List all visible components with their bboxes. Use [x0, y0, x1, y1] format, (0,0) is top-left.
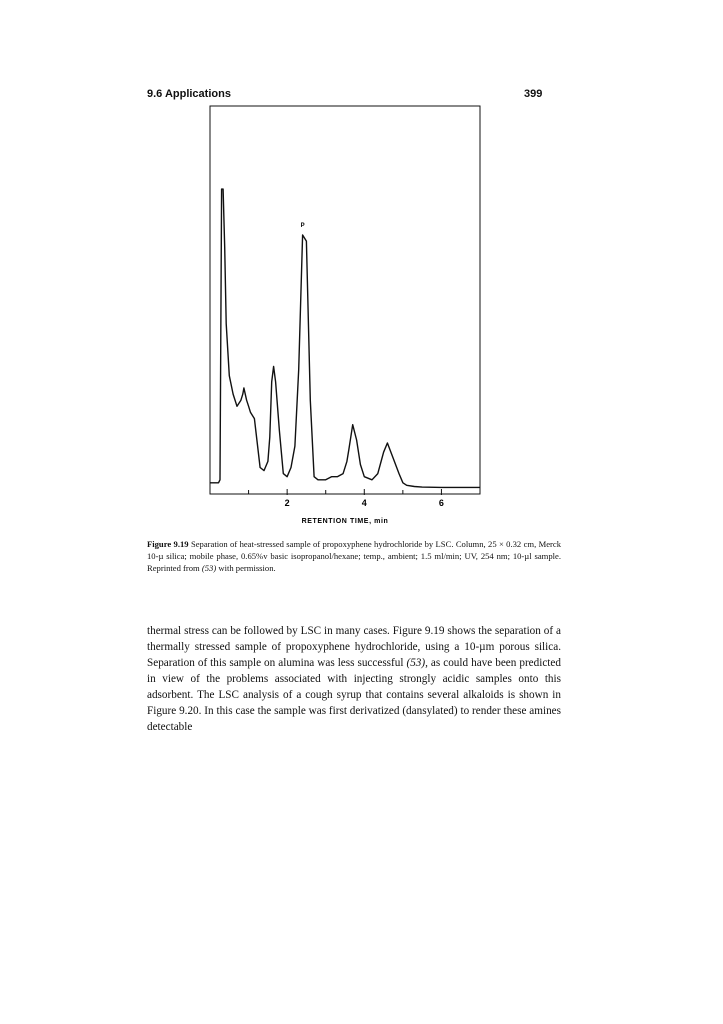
chromatogram-trace: [210, 189, 480, 487]
page-number: 399: [524, 88, 543, 100]
chromatogram-figure: [200, 100, 490, 530]
body-paragraph: [147, 623, 561, 735]
body-reference: (53),: [406, 657, 428, 669]
body-text-part2: as could have been predicted in view of the problems associated with injecting strongly acidic samples onto this adsorbent. The LSC analysis of a cough syrup that contains several alkaloids is shown in Figure 9.20. In this case the sample was first derivatized (dansylated) to render these amines detectable: [147, 657, 561, 733]
figure-label: Figure 9.19: [147, 539, 189, 549]
x-tick-label-6: 6: [438, 498, 444, 508]
body-text-part1: thermal stress can be followed by LSC in many cases. Figure 9.19 shows the separation of a thermally stressed sample of propoxyphene hydrochloride, using a 10-µm porous silica. Separation of this sample on alumina was less successful: [147, 625, 561, 669]
plot-frame: [210, 106, 480, 494]
running-header-section: 9.6 Applications: [147, 88, 231, 100]
figure-caption: [147, 538, 561, 574]
caption-text: Separation of heat-stressed sample of propoxyphene hydrochloride by LSC. Column, 25 × 0.32 cm, Merck 10-µ silica; mobile phase, 0.65%v basic isopropanol/hexane; temp., ambient; 1.5 ml/min; UV, 254 nm; 10-µl sample. Reprinted from: [147, 539, 562, 573]
caption-text-end: with permission.: [216, 563, 276, 573]
peak-label-p: P: [300, 223, 305, 229]
x-axis-tick-labels: [285, 498, 444, 508]
x-tick-label-4: 4: [361, 498, 367, 508]
caption-reference: (53): [201, 563, 217, 573]
x-tick-label-2: 2: [284, 498, 290, 508]
x-axis-title: RETENTION TIME, min: [301, 518, 389, 525]
